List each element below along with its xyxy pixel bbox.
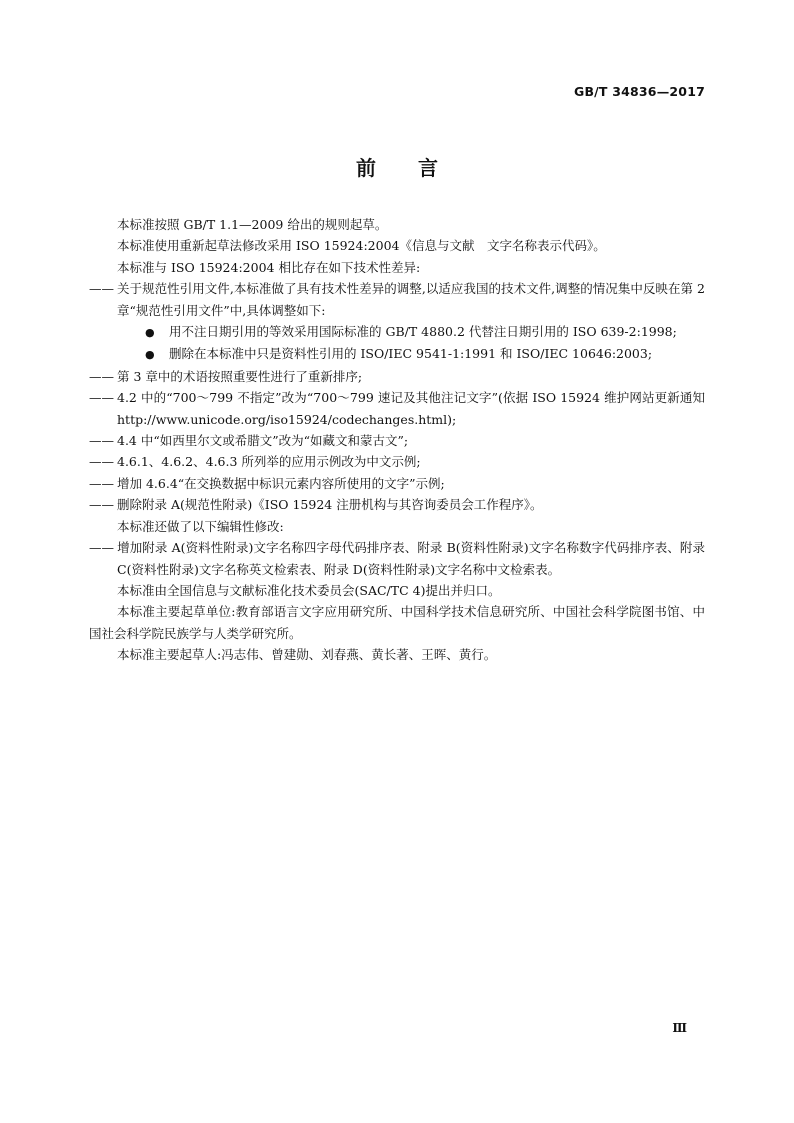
dash-item bbox=[89, 430, 705, 451]
standard-code: GB/T 34836—2017 bbox=[573, 84, 705, 99]
dash-item-text: 第 3 章中的术语按照重要性进行了重新排序; bbox=[117, 368, 363, 384]
dash-item-text: 4.6.1、4.6.2、4.6.3 所列举的应用示例改为中文示例; bbox=[117, 454, 421, 470]
bullet-icon: ● bbox=[145, 326, 155, 340]
paragraph: 本标准还做了以下编辑性修改: bbox=[117, 518, 284, 534]
paragraph: 本标准与 ISO 15924:2004 相比存在如下技术性差异: bbox=[117, 259, 421, 275]
page-title: 前言 bbox=[356, 156, 480, 180]
page-number: Ⅲ bbox=[672, 1021, 687, 1035]
dash-item-text: 4.4 中“如西里尔文或希腊文”改为“如藏文和蒙古文”; bbox=[117, 433, 409, 449]
dash-mark: —— bbox=[89, 540, 114, 556]
document-body bbox=[89, 214, 705, 666]
dash-item-text: 关于规范性引用文件,本标准做了具有技术性差异的调整,以适应我国的技术文件,调整的情况集中反映在第 2 章“规范性引用文件”中,具体调整如下: bbox=[117, 281, 705, 318]
dash-mark: —— bbox=[89, 433, 114, 449]
dash-item bbox=[89, 494, 705, 515]
dash-item bbox=[89, 366, 705, 387]
paragraph: 本标准由全国信息与文献标准化技术委员会(SAC/TC 4)提出并归口。 bbox=[117, 582, 501, 598]
dash-mark: —— bbox=[89, 281, 114, 297]
paragraph: 本标准主要起草人:冯志伟、曾建勋、刘春燕、黄长著、王晖、黄行。 bbox=[117, 647, 497, 663]
bullet-item-text: 删除在本标准中只是资料性引用的 ISO/IEC 9541-1:1991 和 ISO/IEC 10646:2003; bbox=[169, 346, 653, 362]
dash-item bbox=[89, 473, 705, 494]
dash-item bbox=[89, 387, 705, 430]
bullet-item bbox=[89, 321, 705, 343]
dash-item bbox=[89, 537, 705, 580]
dash-item bbox=[89, 278, 705, 321]
dash-item-text: 4.2 中的“700～799 不指定”改为“700～799 速记及其他注记文字”(依据 ISO 15924 维护网站更新通知 http://www.unicode.org/iso15924/codechanges.html); bbox=[117, 390, 705, 427]
dash-mark: —— bbox=[89, 454, 114, 470]
paragraph: 本标准主要起草单位:教育部语言文字应用研究所、中国科学技术信息研究所、中国社会科学院图书馆、中国社会科学院民族学与人类学研究所。 bbox=[89, 604, 705, 641]
dash-item-text: 删除附录 A(规范性附录)《ISO 15924 注册机构与其咨询委员会工作程序》。 bbox=[117, 497, 543, 513]
paragraph: 本标准按照 GB/T 1.1—2009 给出的规则起草。 bbox=[117, 217, 388, 232]
bullet-item bbox=[89, 343, 705, 365]
dash-mark: —— bbox=[89, 390, 114, 406]
dash-mark: —— bbox=[89, 497, 114, 513]
dash-item bbox=[89, 451, 705, 472]
dash-item-text: 增加附录 A(资料性附录)文字名称四字母代码排序表、附录 B(资料性附录)文字名称数字代码排序表、附录 C(资料性附录)文字名称英文检索表、附录 D(资料性附录)文字名称中文检索表。 bbox=[117, 540, 705, 577]
dash-mark: —— bbox=[89, 475, 114, 491]
bullet-icon: ● bbox=[145, 348, 155, 362]
dash-mark: —— bbox=[89, 368, 114, 384]
paragraph: 本标准使用重新起草法修改采用 ISO 15924:2004《信息与文献 文字名称表示代码》。 bbox=[117, 238, 606, 254]
dash-item-text: 增加 4.6.4“在交换数据中标识元素内容所使用的文字”示例; bbox=[117, 475, 445, 491]
bullet-item-text: 用不注日期引用的等效采用国际标准的 GB/T 4880.2 代替注日期引用的 ISO 639-2:1998; bbox=[169, 324, 677, 340]
